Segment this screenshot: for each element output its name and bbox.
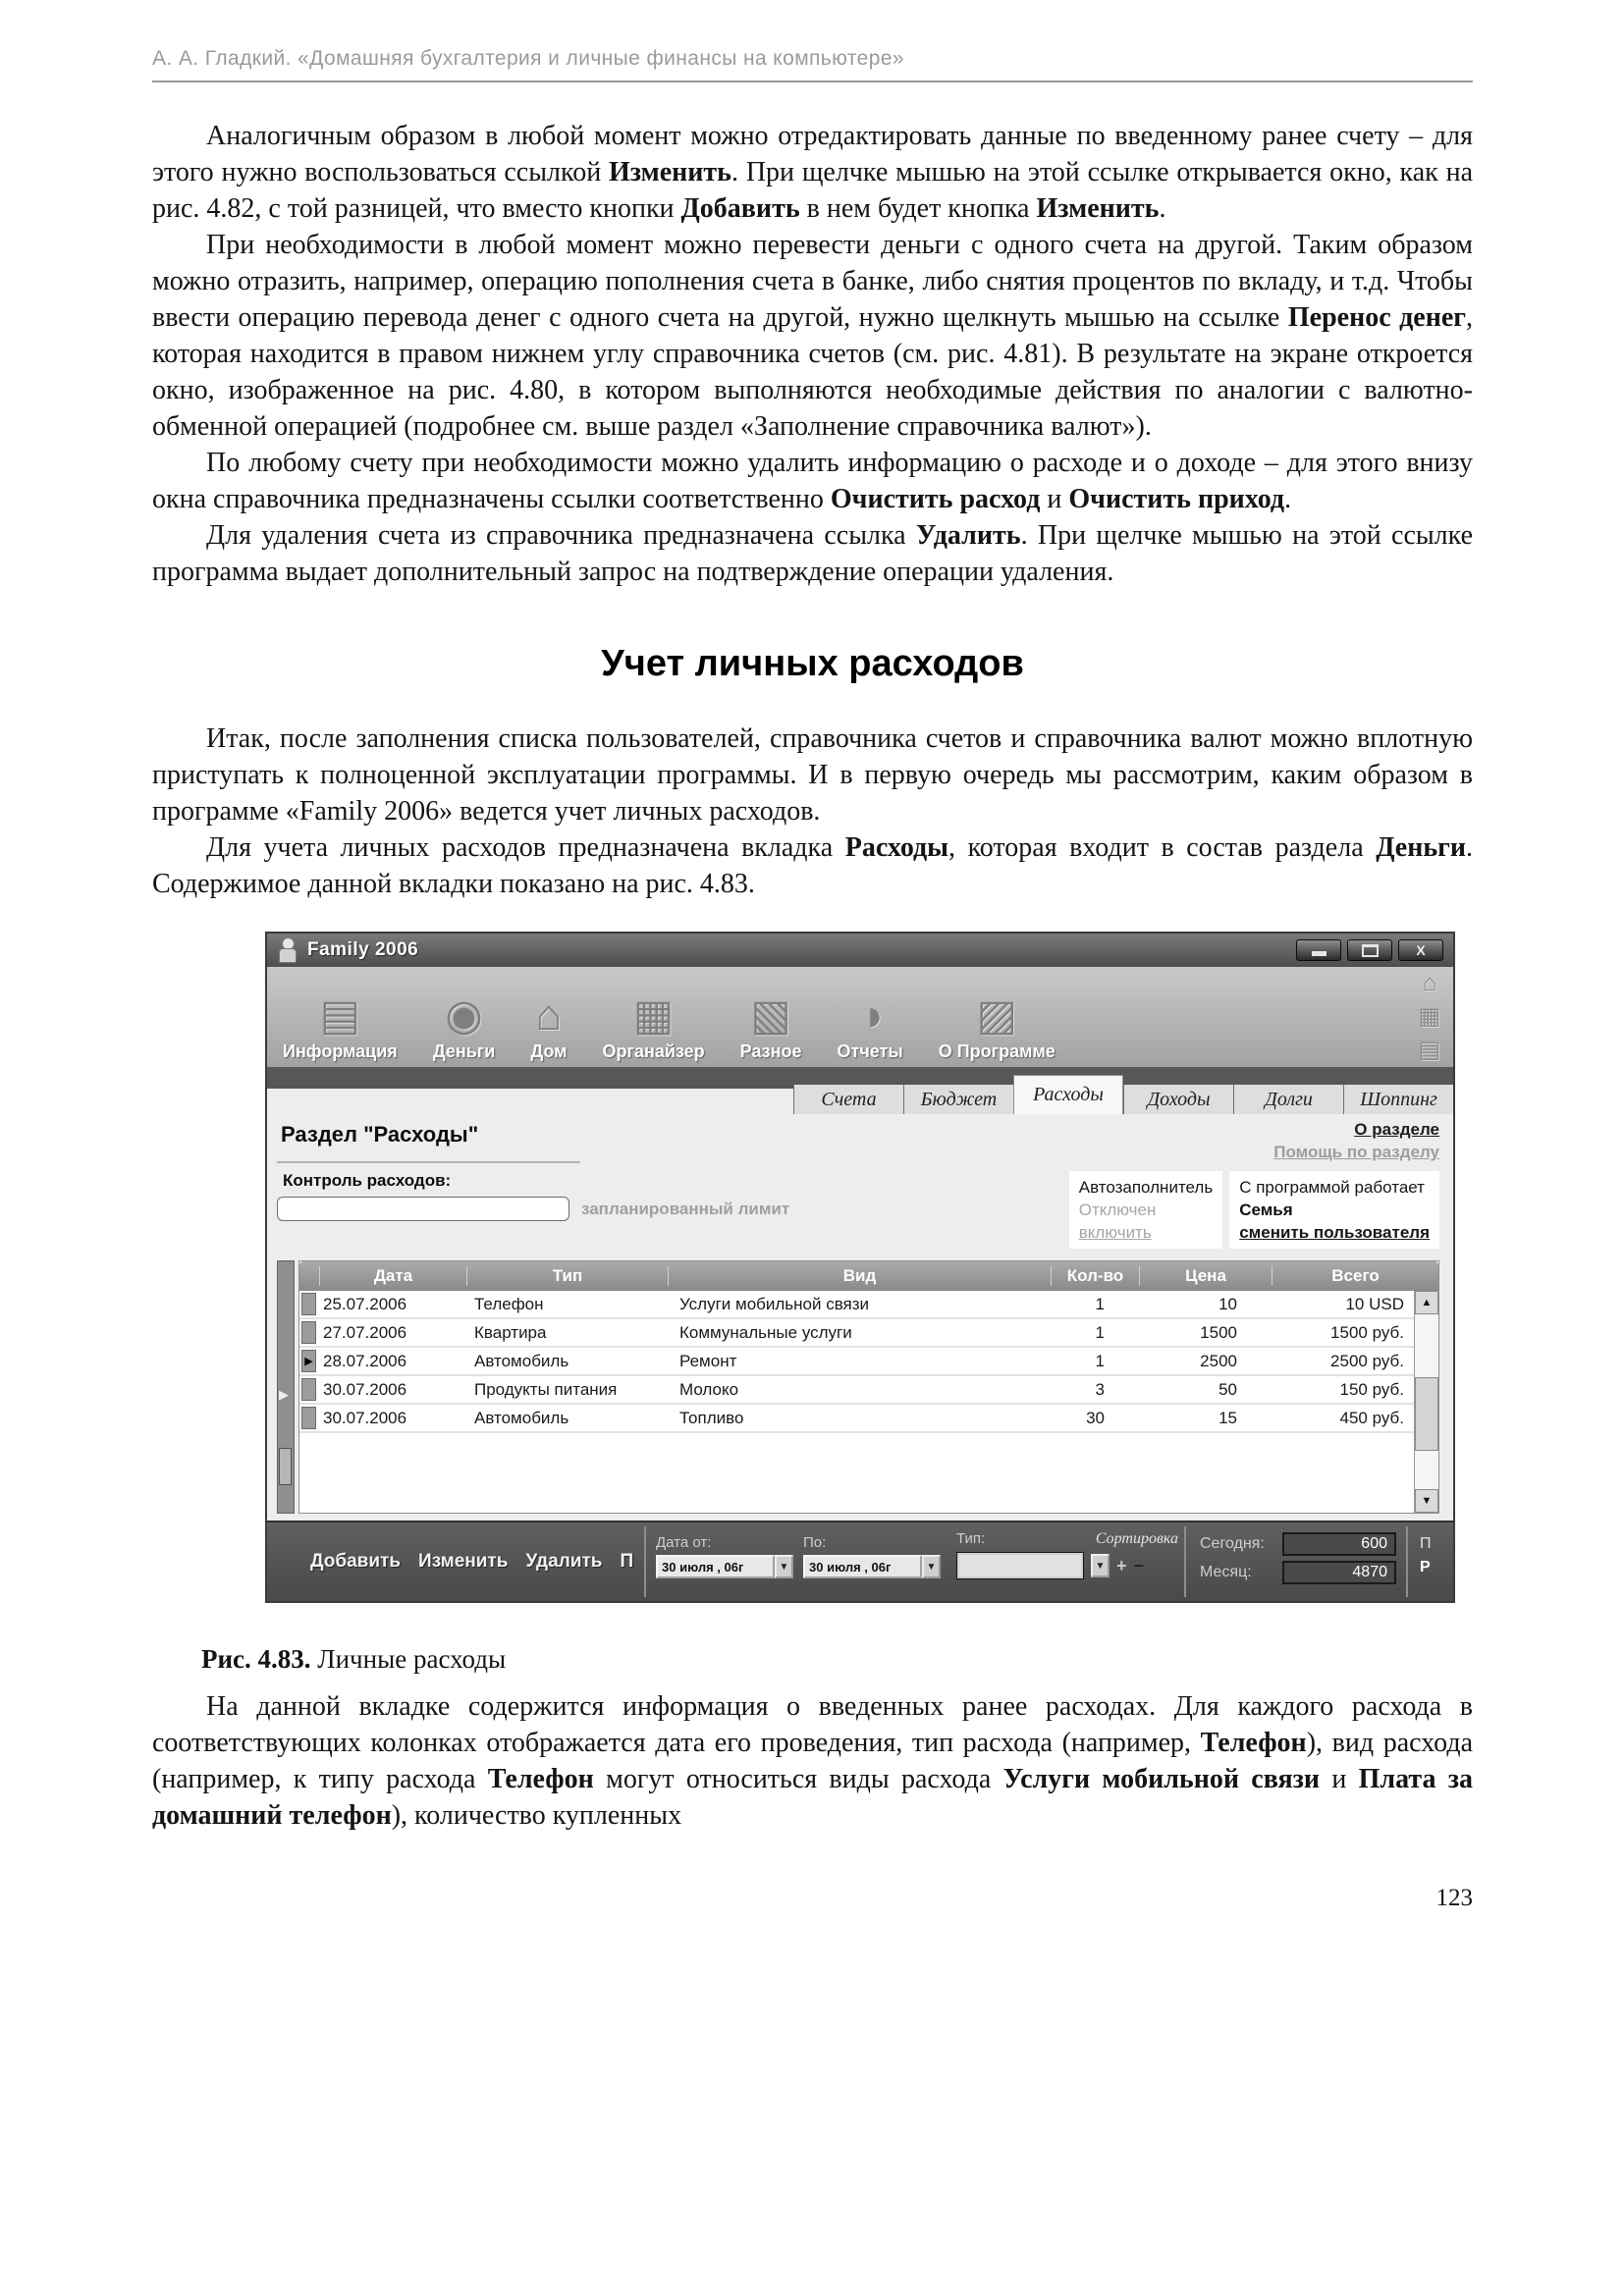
sort-ascending-icon[interactable]: + — [1116, 1556, 1127, 1575]
cell: Ремонт — [679, 1351, 737, 1370]
type-label: Тип: — [956, 1530, 986, 1547]
misc-icon: ▧ — [750, 991, 791, 1040]
cell: Коммунальные услуги — [679, 1322, 852, 1342]
toolbar-item-label: Информация — [283, 1041, 398, 1061]
expense-limit-input[interactable] — [277, 1197, 569, 1221]
scroll-up-button[interactable]: ▲ — [1415, 1291, 1438, 1314]
outer-row-marker-icon: ▶ — [279, 1387, 289, 1402]
column-header-2[interactable]: Тип — [466, 1266, 668, 1286]
toolbar-item-label: Дом — [530, 1041, 568, 1061]
row-selector-cell[interactable] — [301, 1378, 316, 1401]
paragraphs-before-heading — [152, 118, 1473, 590]
left-strip-handle[interactable] — [279, 1448, 292, 1485]
page-number: 123 — [1435, 1885, 1473, 1911]
action-п[interactable]: П — [620, 1551, 634, 1572]
maximize-button[interactable] — [1347, 939, 1392, 961]
tabs-bar — [267, 1067, 1453, 1114]
date-to-field — [803, 1534, 941, 1601]
table-row[interactable] — [299, 1348, 1414, 1376]
sort-label: Сортировка — [1095, 1530, 1178, 1547]
toolbar-item-label: Разное — [739, 1041, 802, 1061]
cell: 30.07.2006 — [323, 1408, 407, 1427]
cell: 50 — [1218, 1379, 1237, 1399]
column-header-5[interactable]: Цена — [1139, 1266, 1272, 1286]
table-header — [299, 1261, 1438, 1291]
toolbar-item-label: О Программе — [938, 1041, 1056, 1061]
table-row[interactable] — [299, 1291, 1414, 1319]
money-lamp-icon: ◉ — [445, 991, 483, 1040]
paragraph: При необходимости в любой момент можно перевести деньги с одного счета на другой. Таким образом можно отразить, например, операцию пополнения счета в банке, либо снятия процентов по вкладу, и т.д. Чтобы ввести операцию перевода денег с одного счета на другой, нужно щелкнуть мышью на ссылке Перенос денег, которая находится в правом нижнем углу справочника счетов (см. рис. 4.81). В результате на экране откроется окно, изображенное на рис. 4.80, в котором выполняются необходимые действия по аналогии с валютно-обменной операцией (подробнее см. выше раздел «Заполнение справочника валют»). — [152, 230, 1473, 442]
section-title-wrap — [277, 1118, 580, 1163]
table-row[interactable] — [299, 1376, 1414, 1405]
paragraph: По любому счету при необходимости можно удалить информацию о расходе и о доходе – для этого внизу окна справочника предназначены ссылки соответственно Очистить расход и Очистить приход. — [152, 448, 1473, 514]
scroll-thumb[interactable] — [1415, 1377, 1438, 1451]
paragraph: На данной вкладке содержится информация о введенных ранее расходах. Для каждого расхода в соответствующих колонках отображается дата его проведения, тип расхода (например, Телефон), вид расхода (например, к типу расхода Телефон могут относиться виды расхода Услуги мобильной связи и Плата за домашний телефон), количество купленных — [152, 1691, 1474, 1831]
header-rule — [152, 80, 1473, 82]
main-toolbar — [267, 967, 1453, 1067]
current-user-title: С программой работает — [1239, 1178, 1425, 1197]
cell: 1500 руб. — [1330, 1322, 1404, 1342]
tab-debts[interactable]: Долги — [1233, 1085, 1343, 1114]
planned-limit-hint: запланированный лимит — [581, 1199, 790, 1218]
paragraph: Аналогичным образом в любой момент можно отредактировать данные по введенному ранее счету – для этого нужно воспользоваться ссылкой Изменить. При щелчке мышью на этой ссылке открывается окно, как на рис. 4.82, с той разницей, что вместо кнопки Добавить в нем будет кнопка Изменить. — [152, 121, 1474, 224]
table-rows — [299, 1291, 1414, 1513]
section-links — [1273, 1118, 1439, 1163]
about-note-icon: ▨ — [976, 991, 1018, 1040]
cell: 150 руб. — [1339, 1379, 1404, 1399]
date-from-dropdown-arrow-icon[interactable]: ▼ — [775, 1555, 793, 1578]
expense-control — [277, 1171, 789, 1249]
totals — [1186, 1522, 1406, 1601]
scroll-track[interactable] — [1415, 1314, 1438, 1489]
date-filters — [646, 1522, 947, 1601]
date-from-label: Дата от: — [656, 1534, 712, 1551]
table-row[interactable] — [299, 1319, 1414, 1348]
newspaper-icon: ▤ — [319, 991, 361, 1040]
toolbar-item-label: Органайзер — [602, 1041, 705, 1061]
column-header-3[interactable]: Вид — [668, 1266, 1051, 1286]
section-heading: Учет личных расходов — [601, 643, 1024, 684]
cell: 1 — [1095, 1322, 1105, 1342]
cell: 30 — [1086, 1408, 1105, 1427]
cell: Квартира — [474, 1322, 547, 1342]
scroll-down-button[interactable]: ▼ — [1415, 1489, 1438, 1513]
tab-budget[interactable]: Бюджет — [903, 1085, 1013, 1114]
action-links — [267, 1522, 644, 1601]
cell: Автомобиль — [474, 1408, 569, 1427]
bottom-bar — [267, 1521, 1453, 1601]
current-user-box — [1229, 1171, 1439, 1249]
column-header-1[interactable]: Дата — [319, 1266, 466, 1286]
left-scroll-strip[interactable] — [277, 1260, 295, 1514]
cell: 28.07.2006 — [323, 1351, 407, 1370]
toolbar-item-money[interactable] — [433, 991, 496, 1062]
paragraphs-after-figure — [152, 1688, 1473, 1834]
clipped-label-bottom: Р — [1420, 1559, 1431, 1575]
table-empty-area — [299, 1433, 1414, 1513]
autofill-title: Автозаполнитель — [1078, 1178, 1214, 1197]
type-filter — [947, 1522, 1184, 1601]
row-selector-cell[interactable] — [301, 1293, 316, 1315]
cell: Автомобиль — [474, 1351, 569, 1370]
type-dropdown[interactable] — [956, 1552, 1084, 1579]
cell: 30.07.2006 — [323, 1379, 407, 1399]
action-удалить[interactable]: Удалить — [525, 1551, 603, 1572]
date-to-label: По: — [803, 1534, 827, 1551]
cell: 1 — [1095, 1351, 1105, 1370]
running-header: А. А. Гладкий. «Домашняя бухгалтерия и личные финансы на компьютере» — [152, 47, 904, 70]
type-dropdown-arrow-icon[interactable]: ▼ — [1091, 1554, 1110, 1577]
cell: Продукты питания — [474, 1379, 618, 1399]
cell: 1 — [1095, 1294, 1105, 1313]
maximize-icon — [1362, 944, 1379, 957]
cell: Телефон — [474, 1294, 544, 1313]
change-user-link[interactable]: сменить пользователя — [1239, 1223, 1430, 1242]
window-title: Family 2006 — [307, 939, 419, 960]
window-controls — [1296, 939, 1443, 961]
expense-control-label: Контроль расходов: — [283, 1171, 452, 1190]
paragraphs-after-heading — [152, 721, 1473, 902]
row-selector-cell[interactable] — [301, 1407, 316, 1429]
cell: Молоко — [679, 1379, 739, 1399]
home-small-icon[interactable]: ⌂ — [1422, 970, 1437, 996]
organizer-icon: ▦ — [632, 991, 675, 1040]
toolbar-item-reports[interactable] — [838, 991, 903, 1062]
family2006-window — [265, 932, 1455, 1603]
info-boxes — [1069, 1171, 1439, 1249]
cell: 3 — [1095, 1379, 1105, 1399]
paragraph: Для удаления счета из справочника предназначена ссылка Удалить. При щелчке мышью на этой ссылке программа выдает дополнительный запрос на подтверждение операции удаления. — [152, 520, 1473, 587]
house-icon: ⌂ — [535, 991, 563, 1040]
expenses-content — [267, 1114, 1453, 1521]
minimize-button[interactable] — [1296, 939, 1341, 961]
tabs — [793, 1067, 1453, 1114]
table-row[interactable] — [299, 1405, 1414, 1433]
cell: 2500 руб. — [1330, 1351, 1404, 1370]
about-section-link[interactable]: О разделе — [1354, 1120, 1439, 1139]
toolbar-item-home[interactable] — [530, 991, 567, 1062]
figure-caption-label: Рис. 4.83. — [201, 1644, 311, 1674]
calculator-icon[interactable]: ▦ — [1418, 1003, 1441, 1030]
toolbar-item-misc[interactable] — [740, 991, 802, 1062]
clipped-label-top: П — [1420, 1535, 1432, 1552]
section-help-link[interactable]: Помощь по разделу — [1273, 1143, 1439, 1161]
cell: 2500 — [1200, 1351, 1237, 1370]
cell: 1500 — [1200, 1322, 1237, 1342]
paragraph: Итак, после заполнения списка пользователей, справочника счетов и справочника валют можно вплотную приступать к полноценной эксплуатации программы. И в первую очередь мы рассмотрим, каким образом в программе «Family 2006» ведется учет личных расходов. — [152, 723, 1473, 827]
section-title: Раздел "Расходы" — [281, 1122, 479, 1147]
user-icon — [277, 937, 298, 963]
column-header-6[interactable]: Всего — [1272, 1266, 1438, 1286]
month-total-value: 4870 — [1282, 1561, 1396, 1584]
cell: Топливо — [679, 1408, 744, 1427]
cell: 27.07.2006 — [323, 1322, 407, 1342]
date-to-dropdown[interactable]: 30 июля , 06г — [803, 1555, 922, 1578]
autofill-status: Отключен — [1078, 1201, 1157, 1219]
date-from-dropdown[interactable]: 30 июля , 06г — [656, 1555, 775, 1578]
toolbar-item-label: Деньги — [432, 1041, 496, 1061]
row-selector-cell[interactable] — [301, 1321, 316, 1344]
date-from-field — [656, 1534, 793, 1601]
figure-caption — [201, 1644, 1473, 1675]
minimize-icon — [1312, 951, 1326, 956]
titlebar[interactable] — [267, 934, 1453, 967]
toolbar-item-information[interactable] — [283, 991, 398, 1062]
autofill-enable-link[interactable]: включить — [1078, 1223, 1152, 1242]
sort-descending-icon[interactable]: − — [1133, 1556, 1145, 1575]
tab-accounts[interactable]: Счета — [793, 1085, 903, 1114]
reports-icon: ◑ — [856, 991, 884, 1040]
autofill-box — [1069, 1171, 1222, 1249]
cell: 450 руб. — [1339, 1408, 1404, 1427]
cell: 10 — [1218, 1294, 1237, 1313]
expenses-table — [298, 1260, 1439, 1514]
tab-shopping[interactable]: Шоппинг — [1343, 1085, 1453, 1114]
toolbar-item-organizer[interactable] — [603, 991, 705, 1062]
books-icon[interactable]: ▤ — [1418, 1037, 1441, 1063]
selected-row-marker-icon[interactable]: ▶ — [301, 1350, 316, 1372]
month-label: Месяц: — [1200, 1564, 1252, 1580]
action-добавить[interactable]: Добавить — [310, 1551, 402, 1572]
today-total-value: 600 — [1282, 1532, 1396, 1556]
paragraph: Для учета личных расходов предназначена вкладка Расходы, которая входит в состав раздела Деньги. Содержимое данной вкладки показано на рис. 4.83. — [152, 832, 1474, 899]
toolbar-items — [283, 991, 1056, 1062]
close-button[interactable]: X — [1398, 939, 1443, 961]
tab-expenses[interactable]: Расходы — [1013, 1075, 1123, 1114]
toolbar-item-label: Отчеты — [837, 1041, 903, 1061]
current-user-name: Семья — [1239, 1201, 1293, 1219]
cell: Услуги мобильной связи — [679, 1294, 870, 1313]
vertical-scrollbar[interactable] — [1414, 1291, 1438, 1513]
action-изменить[interactable]: Изменить — [418, 1551, 509, 1572]
cell: 10 USD — [1345, 1294, 1404, 1313]
figure-caption-text: Личные расходы — [310, 1644, 507, 1674]
side-icon-rail — [1408, 970, 1451, 1064]
clipped-labels — [1408, 1522, 1453, 1601]
column-header-4[interactable]: Кол-во — [1051, 1266, 1139, 1286]
date-to-dropdown-arrow-icon[interactable]: ▼ — [922, 1555, 941, 1578]
toolbar-item-about[interactable] — [939, 991, 1056, 1062]
cell: 25.07.2006 — [323, 1294, 407, 1313]
cell: 15 — [1218, 1408, 1237, 1427]
today-label: Сегодня: — [1200, 1535, 1265, 1552]
tab-incomes[interactable]: Доходы — [1123, 1085, 1233, 1114]
